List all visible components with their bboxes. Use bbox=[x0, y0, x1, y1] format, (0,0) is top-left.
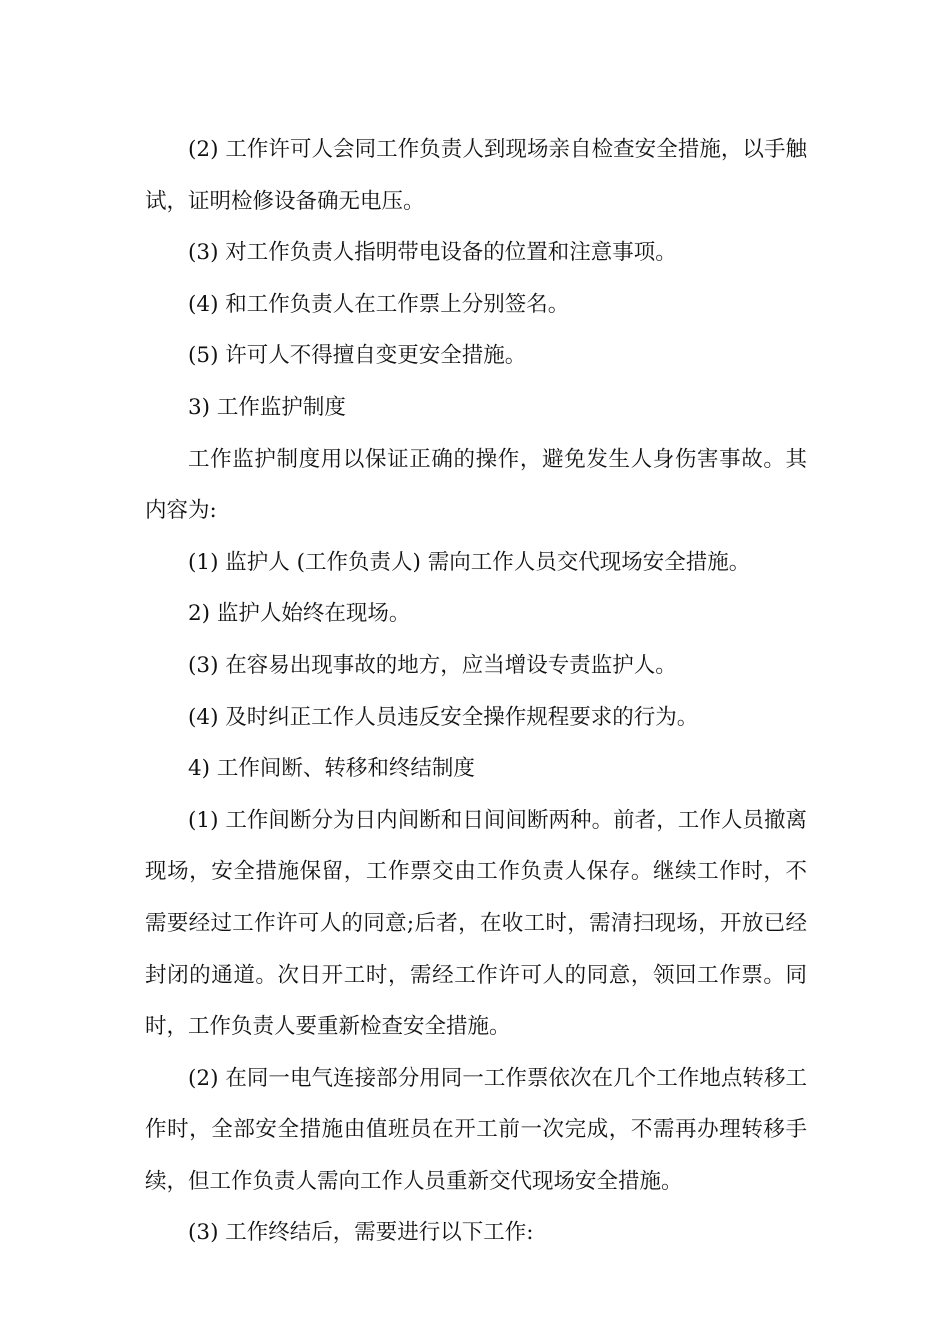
paragraph-point-out-live-equipment: (3) 对工作负责人指明带电设备的位置和注意事项。 bbox=[188, 240, 677, 266]
paragraph-sign-ticket: (4) 和工作负责人在工作票上分别签名。 bbox=[188, 291, 570, 317]
paragraph-interruption-types: (1) 工作间断分为日内间断和日间间断两种。前者，工作人员撤离现场，安全措施保留，工作票交由工作负责人保存。继续工作时，不需要经过工作许可人的同意;后者，在收工时，需清扫现场，开放已经封闭的通道。次日开工时，需经工作许可人的同意，领回工作票。同时，工作负责人要重新检查安全措施。 bbox=[145, 807, 807, 1040]
section-heading-supervision: 3) 工作监护制度 bbox=[188, 394, 346, 420]
paragraph-supervisor-onsite: 2) 监护人始终在现场。 bbox=[188, 601, 411, 627]
paragraph-permit-check: (2) 工作许可人会同工作负责人到现场亲自检查安全措施，以手触试，证明检修设备确无电压。 bbox=[145, 137, 807, 214]
section-heading-interruption: 4) 工作间断、转移和终结制度 bbox=[188, 756, 475, 782]
paragraph-dedicated-supervisor: (3) 在容易出现事故的地方，应当增设专责监护人。 bbox=[188, 652, 677, 678]
paragraph-correct-violations: (4) 及时纠正工作人员违反安全操作规程要求的行为。 bbox=[188, 704, 699, 730]
document-body bbox=[145, 124, 807, 1259]
paragraph-work-termination: (3) 工作终结后，需要进行以下工作: bbox=[188, 1220, 534, 1246]
paragraph-supervisor-brief: (1) 监护人 (工作负责人) 需向工作人员交代现场安全措施。 bbox=[188, 549, 751, 575]
paragraph-no-change-measures: (5) 许可人不得擅自变更安全措施。 bbox=[188, 343, 527, 369]
paragraph-supervision-purpose: 工作监护制度用以保证正确的操作，避免发生人身伤害事故。其内容为: bbox=[145, 446, 807, 524]
paragraph-transfer-work: (2) 在同一电气连接部分用同一工作票依次在几个工作地点转移工作时，全部安全措施由值班员在开工前一次完成，不需再办理转移手续，但工作负责人需向工作人员重新交代现场安全措施。 bbox=[145, 1065, 807, 1194]
